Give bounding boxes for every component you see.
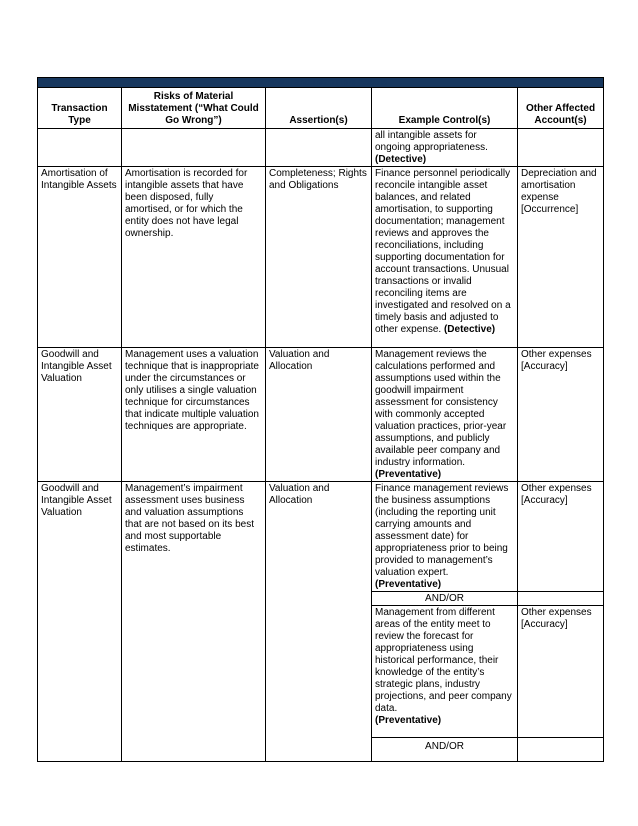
control-tag: (Preventative) <box>375 715 442 726</box>
cell-risk: Management uses a valuation technique that is inappropriate under the circumstances or only utilises a single valuation technique for circumstances that indicate multiple valuation techniques are appropriate. <box>122 348 266 482</box>
control-text: Finance management reviews the business assumptions (including the reporting unit carrying amounts and assessment date) for appropriateness prior to being provided to management’s valuation expert. <box>375 483 509 578</box>
header-transaction-type: Transaction Type <box>38 88 122 129</box>
cell-control-continued <box>372 129 518 167</box>
cell-empty <box>518 592 604 606</box>
control-text: Management from different areas of the entity meet to review the forecast for appropriateness using historical performance, their knowledge of the entity’s strategic plans, industry projections, and peer company data. <box>375 607 512 714</box>
cell-assertion: Valuation and Allocation <box>266 482 372 762</box>
header-assertions: Assertion(s) <box>266 88 372 129</box>
table-row-continued <box>38 129 604 167</box>
cell-transaction-type: Amortisation of Intangible Assets <box>38 167 122 348</box>
header-row <box>38 88 604 129</box>
controls-table <box>37 77 604 762</box>
cell-control <box>372 348 518 482</box>
cell-empty <box>266 129 372 167</box>
control-tag: (Preventative) <box>375 579 442 590</box>
cell-control <box>372 482 518 592</box>
table-title: Goodwill and Intangible Assets <box>38 78 604 88</box>
cell-and-or: AND/OR <box>372 738 518 762</box>
cell-control <box>372 167 518 348</box>
cell-assertion: Valuation and Allocation <box>266 348 372 482</box>
header-example-controls: Example Control(s) <box>372 88 518 129</box>
cell-other-accounts: Depreciation and amortisation expense [Occurrence] <box>518 167 604 348</box>
cell-control <box>372 606 518 738</box>
header-other-accounts: Other Affected Account(s) <box>518 88 604 129</box>
cell-other-accounts: Other expenses [Accuracy] <box>518 482 604 592</box>
table-row-amortisation <box>38 167 604 348</box>
control-tag: (Preventative) <box>375 469 442 480</box>
cell-and-or: AND/OR <box>372 592 518 606</box>
cell-risk: Amortisation is recorded for intangible assets that have been disposed, fully amortised, or for which the entity does not have legal ownership. <box>122 167 266 348</box>
control-text: Finance personnel periodically reconcile intangible asset balances, and related amortisation, to supporting documentation; management reviews and approves the reconciliations, including supporting documentation for account transactions. Unusual transactions or invalid reconciling items are investigated and resolved on a timely basis and adjusted to other expense. <box>375 168 511 335</box>
control-tag: (Detective) <box>375 154 427 165</box>
table-title-row <box>38 78 604 88</box>
cell-assertion: Completeness; Rights and Obligations <box>266 167 372 348</box>
table-row-impairment <box>38 482 604 592</box>
control-tag: (Detective) <box>443 324 496 335</box>
cell-empty <box>518 129 604 167</box>
cell-empty <box>38 129 122 167</box>
table-row-valuation <box>38 348 604 482</box>
cell-transaction-type: Goodwill and Intangible Asset Valuation <box>38 348 122 482</box>
cell-other-accounts: Other expenses [Accuracy] <box>518 606 604 738</box>
cell-other-accounts: Other expenses [Accuracy] <box>518 348 604 482</box>
control-text: Management reviews the calculations performed and assumptions used within the goodwill impairment assessment for consistency with commonly accepted valuation practices, prior-year assumptions, and publicly available peer company and industry information. <box>375 349 507 468</box>
header-risks: Risks of Material Misstatement (“What Could Go Wrong”) <box>122 88 266 129</box>
control-text: all intangible assets for ongoing appropriateness. <box>375 130 488 153</box>
cell-transaction-type: Goodwill and Intangible Asset Valuation <box>38 482 122 762</box>
cell-risk: Management’s impairment assessment uses business and valuation assumptions that are not based on its best and most supportable estimates. <box>122 482 266 762</box>
cell-empty <box>122 129 266 167</box>
cell-empty <box>518 738 604 762</box>
